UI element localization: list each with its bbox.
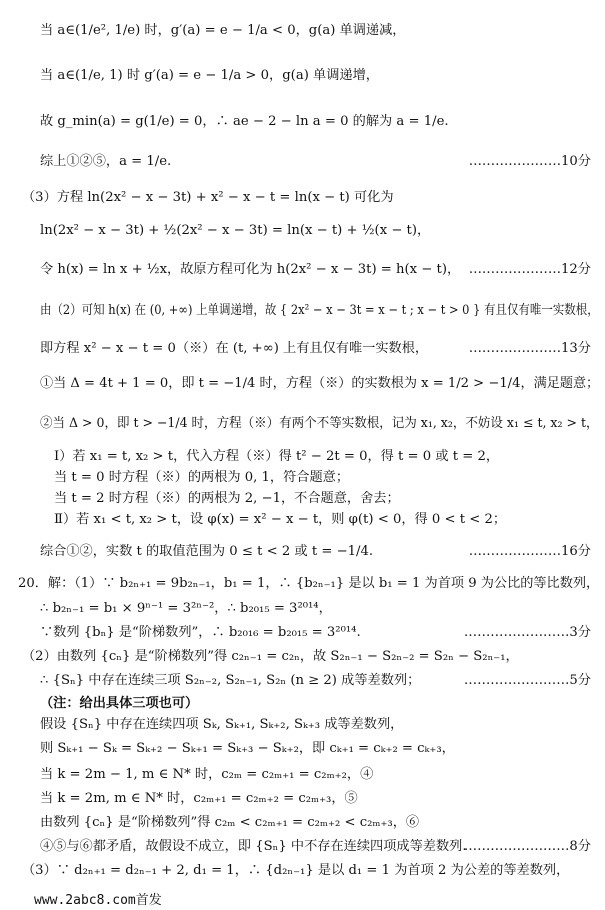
line-q20-7: 假设 {Sₙ} 中存在连续四项 Sₖ, Sₖ₊₁, Sₖ₊₂, Sₖ₊₃ 成等差数列， [40, 717, 404, 732]
score-13: …………………13分 [468, 341, 591, 356]
line-p3-sub1: Ⅰ）若 x₁ = t, x₂ > t，代入方程（※）得 t² − 2t = 0，得 t = 0 或 t = 2， [54, 449, 500, 464]
line-p3-equation: （3）方程 ln(2x² − x − 3t) + x² − x − t = ln(x − t) 可化为 [22, 190, 394, 205]
line-q20-3: ∵数列 {bₙ} 是“阶梯数列”，∴ b₂₀₁₆ = b₂₀₁₅ = 3²⁰¹⁴. [40, 625, 361, 640]
line-p3-monotone: 由（2）可知 h(x) 在 (0, +∞) 上单调递增，故 { 2x² − x − 3t = x − t ; x − t > 0 } 有且仅有唯一实数根， [40, 303, 599, 318]
score-10: …………………10分 [468, 154, 591, 169]
score-8: ……………………8分 [463, 839, 591, 854]
line-p3-t0: 当 t = 0 时方程（※）的两根为 0, 1，符合题意； [54, 470, 350, 485]
line-p3-case2: ②当 Δ > 0，即 t > −1/4 时，方程（※）有两个不等实数根，记为 x₁, x₂，不妨设 x₁ ≤ t, x₂ > t， [40, 416, 599, 431]
line-q20-10: 当 k = 2m, m ∈ N* 时，c₂ₘ₊₁ = c₂ₘ₊₂ = c₂ₘ₊₃，⑤ [40, 791, 358, 806]
line-q20-12: ④⑤与⑥都矛盾，故假设不成立，即 {Sₙ} 中不存在连续四项成等差数列. [40, 839, 467, 854]
line-p3-t2: 当 t = 2 时方程（※）的两根为 2, −1，不合题意，舍去； [54, 491, 400, 506]
line-p3-conclusion: 综合①②，实数 t 的取值范围为 0 ≤ t < 2 或 t = −1/4. [40, 544, 374, 559]
line-q20-8: 则 Sₖ₊₁ − Sₖ = Sₖ₊₂ − Sₖ₊₁ = Sₖ₊₃ − Sₖ₊₂，即 cₖ₊₁ = cₖ₊₂ = cₖ₊₃， [40, 741, 455, 756]
score-12: …………………12分 [468, 262, 591, 277]
line-q20-11: 由数列 {cₙ} 是“阶梯数列”得 c₂ₘ < c₂ₘ₊₁ = c₂ₘ₊₂ < c₂ₘ₊₃，⑥ [40, 815, 420, 830]
score-16: …………………16分 [468, 544, 591, 559]
line-p3-unique-root: 即方程 x² − x − t = 0（※）在 (t, +∞) 上有且仅有唯一实数根， [40, 341, 429, 356]
line-q20-note: （注：给出具体三项也可） [40, 696, 199, 711]
score-3: ……………………3分 [463, 625, 591, 640]
line-p3-transform: ln(2x² − x − 3t) + ½(2x² − x − 3t) = ln(x − t) + ½(x − t)， [40, 223, 431, 238]
line-summary: 综上①②⑤，a = 1/e. [40, 154, 172, 169]
footer-source: www.2abc8.com首发 [34, 893, 162, 908]
line-q20-1: 20．解：（1）∵ b₂ₙ₊₁ = 9b₂ₙ₋₁，b₁ = 1，∴ {b₂ₙ₋₁} 是以 b₁ = 1 为首项 9 为公比的等比数列， [18, 576, 600, 591]
line-p3-sub2: Ⅱ）若 x₁ < t, x₂ > t，设 φ(x) = x² − x − t，则 φ(t) < 0，得 0 < t < 2； [54, 512, 507, 527]
line-min-value: 故 g_min(a) = g(1/e) = 0，∴ ae − 2 − ln a = 0 的解为 a = 1/e. [40, 114, 449, 129]
score-5: ……………………5分 [463, 673, 591, 688]
line-q20-5: ∴ {Sₙ} 中存在连续三项 S₂ₙ₋₂, S₂ₙ₋₁, S₂ₙ (n ≥ 2) 成等差数列； [40, 673, 421, 688]
line-p3-define-h: 令 h(x) = ln x + ½x，故原方程可化为 h(2x² − x − 3t) = h(x − t)， [40, 262, 461, 277]
line-q20-9: 当 k = 2m − 1, m ∈ N* 时，c₂ₘ = c₂ₘ₊₁ = c₂ₘ₊₂，④ [40, 767, 374, 782]
line-increasing: 当 a∈(1/e, 1) 时 g′(a) = e − 1/a > 0，g(a) 单调递增， [40, 68, 379, 83]
line-decreasing: 当 a∈(1/e², 1/e) 时，g′(a) = e − 1/a < 0，g(a) 单调递减， [40, 23, 406, 38]
line-q20-4: （2）由数列 {cₙ} 是“阶梯数列”得 c₂ₙ₋₁ = c₂ₙ，故 S₂ₙ₋₁ − S₂ₙ₋₂ = S₂ₙ − S₂ₙ₋₁， [22, 649, 519, 664]
line-q20-13: （3）∵ d₂ₙ₊₁ = d₂ₙ₋₁ + 2, d₁ = 1，∴ {d₂ₙ₋₁} 是以 d₁ = 1 为首项 2 为公差的等差数列， [22, 863, 570, 878]
line-q20-2: ∴ b₂ₙ₋₁ = b₁ × 9ⁿ⁻¹ = 3²ⁿ⁻²，∴ b₂₀₁₅ = 3²⁰¹⁴， [40, 601, 332, 616]
line-p3-case1: ①当 Δ = 4t + 1 = 0，即 t = −1/4 时，方程（※）的实数根为 x = 1/2 > −1/4，满足题意； [40, 376, 600, 391]
